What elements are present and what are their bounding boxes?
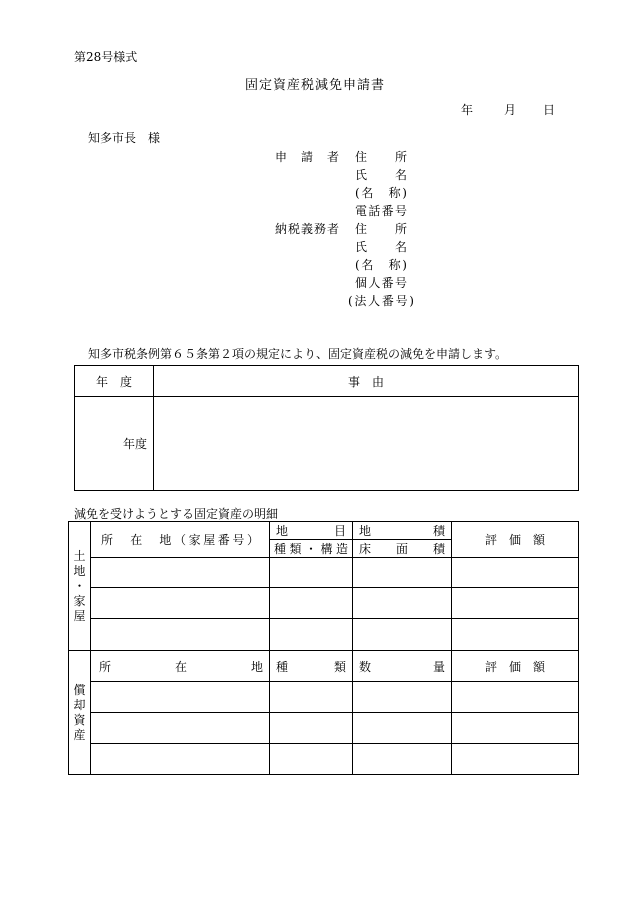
table-row [69, 588, 579, 619]
land-area-cell[interactable] [353, 558, 452, 588]
land-house-section-label: 土 地 ・ 家 屋 [69, 522, 91, 651]
land-house-valuation-cell[interactable] [452, 558, 579, 588]
reason-table-reason-header: 事 由 [154, 366, 579, 397]
land-house-location-cell[interactable] [91, 588, 270, 619]
form-number: 第28号様式 [74, 50, 138, 64]
land-category-cell[interactable] [270, 619, 353, 651]
depreciable-kind-cell[interactable] [270, 682, 353, 713]
depreciable-location-header: 所 在 地 [91, 651, 270, 682]
date-month-label: 月 [504, 103, 517, 117]
reason-table [74, 365, 579, 491]
applicant-phone-label: 電話番号 [355, 204, 407, 218]
taxpayer-address-label: 住 所 [355, 222, 407, 236]
land-category-cell[interactable] [270, 588, 353, 619]
reason-table-reason-cell[interactable] [154, 397, 579, 491]
reason-table-year-header: 年 度 [75, 366, 154, 397]
land-area-header: 地 積 [353, 522, 452, 540]
date-day-label: 日 [543, 103, 556, 117]
land-category-header: 地 目 [270, 522, 353, 540]
floor-area-header: 床 面 積 [353, 540, 452, 558]
land-area-cell[interactable] [353, 619, 452, 651]
depreciable-location-cell[interactable] [91, 713, 270, 744]
depreciable-location-cell[interactable] [91, 744, 270, 775]
land-area-cell[interactable] [353, 588, 452, 619]
land-house-location-cell[interactable] [91, 619, 270, 651]
taxpayer-personal-number-label: 個人番号 [355, 276, 407, 290]
depreciable-valuation-cell[interactable] [452, 744, 579, 775]
depreciable-valuation-cell[interactable] [452, 682, 579, 713]
applicant-name-label: 氏 名 [355, 168, 407, 182]
table-row [69, 558, 579, 588]
applicant-corp-name-label: (名 称) [355, 186, 407, 200]
taxpayer-corp-name-label: (名 称) [355, 258, 407, 272]
land-house-location-cell[interactable] [91, 558, 270, 588]
land-house-location-header: 所 在 地（家屋番号） [91, 522, 270, 558]
depreciable-section-label: 償 却 資 産 [69, 651, 91, 775]
applicant-label: 申 請 者 [275, 150, 339, 164]
table-row [69, 619, 579, 651]
land-house-valuation-header: 評 価 額 [452, 522, 579, 558]
asset-details-table [68, 521, 579, 775]
depreciable-quantity-cell[interactable] [353, 682, 452, 713]
application-statement: 知多市税条例第６５条第２項の規定により、固定資産税の減免を申請します。 [88, 347, 508, 361]
land-house-valuation-cell[interactable] [452, 619, 579, 651]
taxpayer-corporate-number-label: (法人番号) [348, 294, 414, 308]
building-type-header: 種類・構造 [270, 540, 353, 558]
form-title: 固定資産税減免申請書 [244, 78, 385, 93]
depreciable-valuation-cell[interactable] [452, 713, 579, 744]
land-category-cell[interactable] [270, 558, 353, 588]
table-row [69, 713, 579, 744]
applicant-address-label: 住 所 [355, 150, 407, 164]
taxpayer-name-label: 氏 名 [355, 240, 407, 254]
depreciable-quantity-cell[interactable] [353, 744, 452, 775]
depreciable-quantity-cell[interactable] [353, 713, 452, 744]
depreciable-valuation-header: 評 価 額 [452, 651, 579, 682]
details-caption: 減免を受けようとする固定資産の明細 [74, 507, 279, 521]
land-house-valuation-cell[interactable] [452, 588, 579, 619]
depreciable-quantity-header: 数 量 [353, 651, 452, 682]
addressee: 知多市長 様 [88, 131, 161, 145]
depreciable-kind-cell[interactable] [270, 744, 353, 775]
table-row [69, 682, 579, 713]
table-row [69, 744, 579, 775]
reason-table-year-cell[interactable]: 年度 [75, 397, 154, 491]
date-year-label: 年 [461, 103, 474, 117]
depreciable-kind-header: 種 類 [270, 651, 353, 682]
depreciable-kind-cell[interactable] [270, 713, 353, 744]
taxpayer-label: 納税義務者 [275, 222, 339, 236]
depreciable-location-cell[interactable] [91, 682, 270, 713]
